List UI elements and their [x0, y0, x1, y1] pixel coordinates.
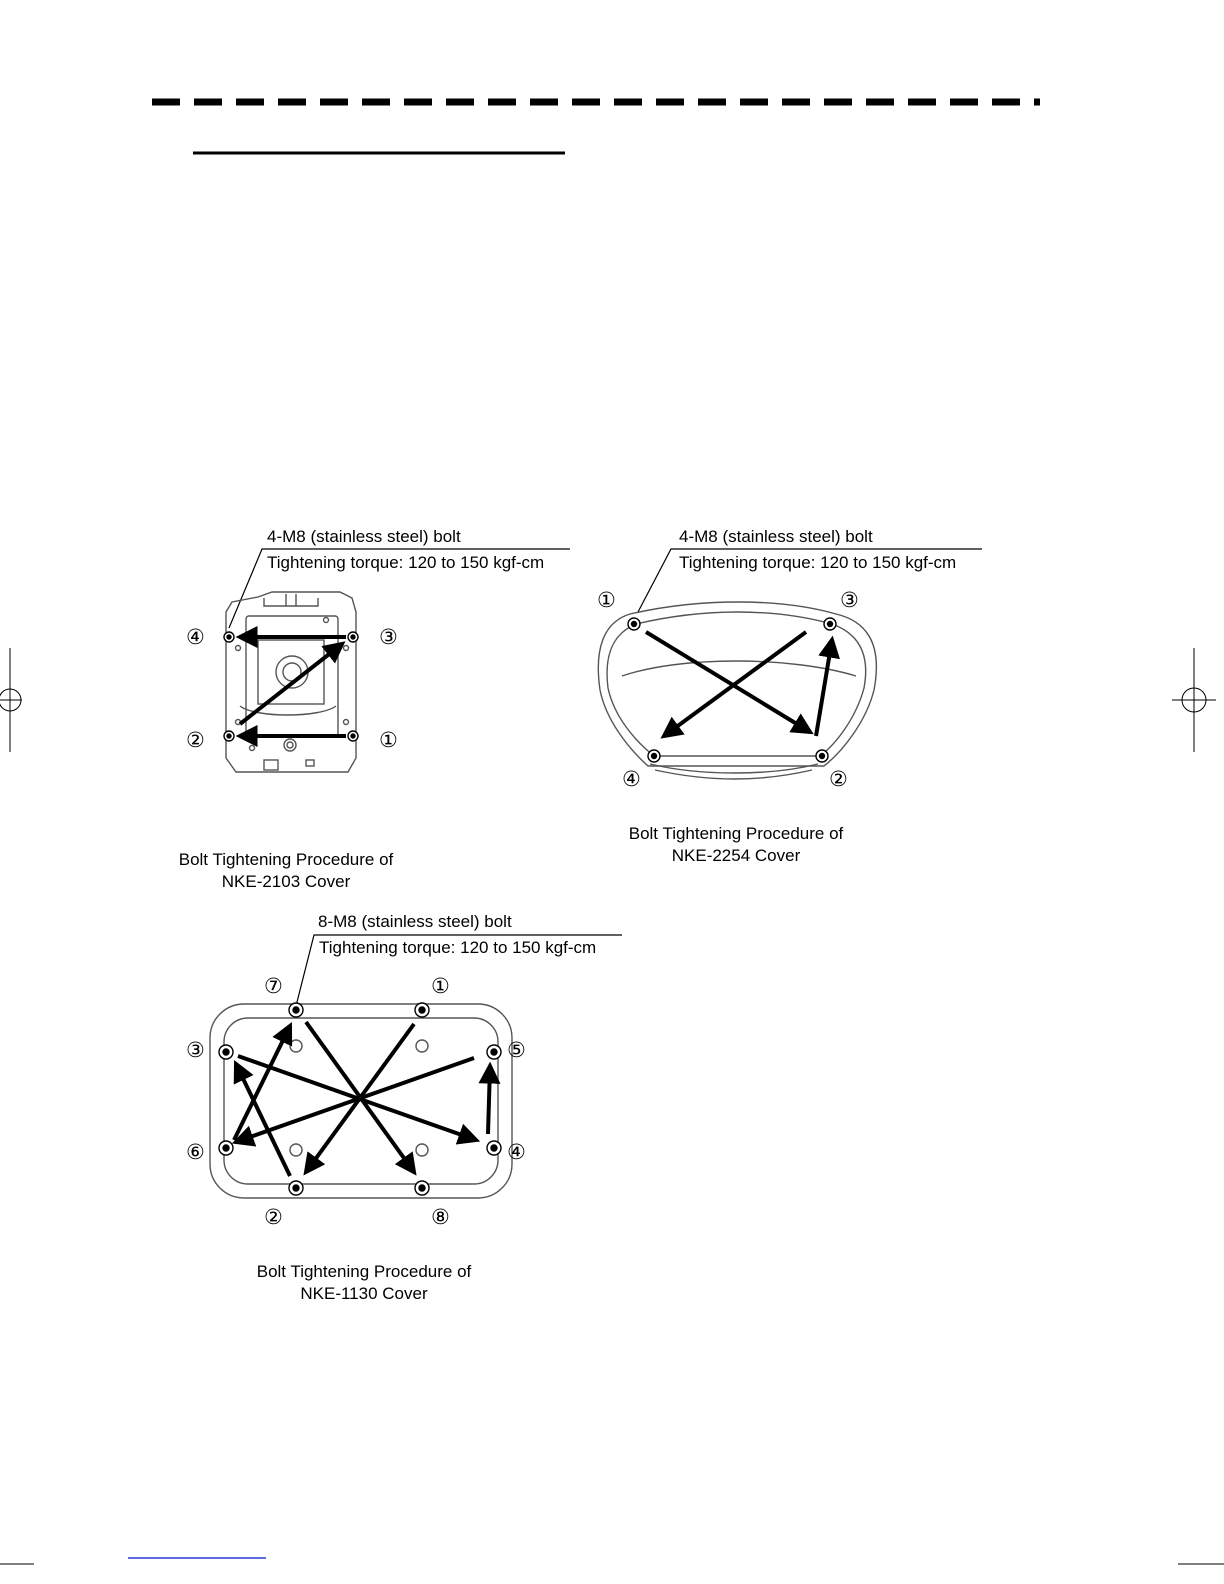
figure-caption [224, 1261, 504, 1305]
bolt-marker-2: ② [186, 729, 205, 752]
bolt-marker-3: ③ [840, 589, 859, 612]
bolt-marker-3: ③ [186, 1039, 205, 1062]
caption-line-1: Bolt Tightening Procedure of [178, 850, 394, 869]
torque-label: Tightening torque: 120 to 150 kgf-cm [267, 553, 545, 572]
bolt-marker-1: ① [597, 589, 616, 612]
caption-line-1: Bolt Tightening Procedure of [628, 824, 844, 843]
arrow-6-to-7 [234, 1026, 290, 1140]
caption-line-2: NKE-1130 Cover [300, 1284, 428, 1303]
caption-line-1: Bolt Tightening Procedure of [256, 1262, 472, 1281]
torque-label: Tightening torque: 120 to 150 kgf-cm [319, 938, 597, 957]
bolt-marker-5: ⑤ [507, 1039, 526, 1062]
bolt-marker-8: ⑧ [431, 1206, 450, 1229]
arrow-4-to-5 [488, 1066, 490, 1134]
bolt-marker-3: ③ [379, 626, 398, 649]
bolt-spec-label: 4-M8 (stainless steel) bolt [679, 527, 873, 546]
bolt-marker-1: ① [431, 975, 450, 998]
bolt-marker-6: ⑥ [186, 1141, 205, 1164]
bolt-marker-4: ④ [622, 768, 641, 791]
caption-line-2: NKE-2103 Cover [221, 872, 351, 891]
arrow-5-to-6 [236, 1058, 474, 1142]
bolt-spec-label: 4-M8 (stainless steel) bolt [267, 527, 461, 546]
bolt-marker-2: ② [264, 1206, 283, 1229]
bolt-marker-1: ① [379, 729, 398, 752]
bolt-marker-4: ④ [186, 626, 205, 649]
caption-line-2: NKE-2254 Cover [671, 846, 801, 865]
bolt-marker-4: ④ [507, 1141, 526, 1164]
torque-label: Tightening torque: 120 to 150 kgf-cm [679, 553, 957, 572]
bolt-spec-label: 8-M8 (stainless steel) bolt [318, 912, 512, 931]
bolt-marker-2: ② [829, 768, 848, 791]
bolt-marker-7: ⑦ [264, 975, 283, 998]
